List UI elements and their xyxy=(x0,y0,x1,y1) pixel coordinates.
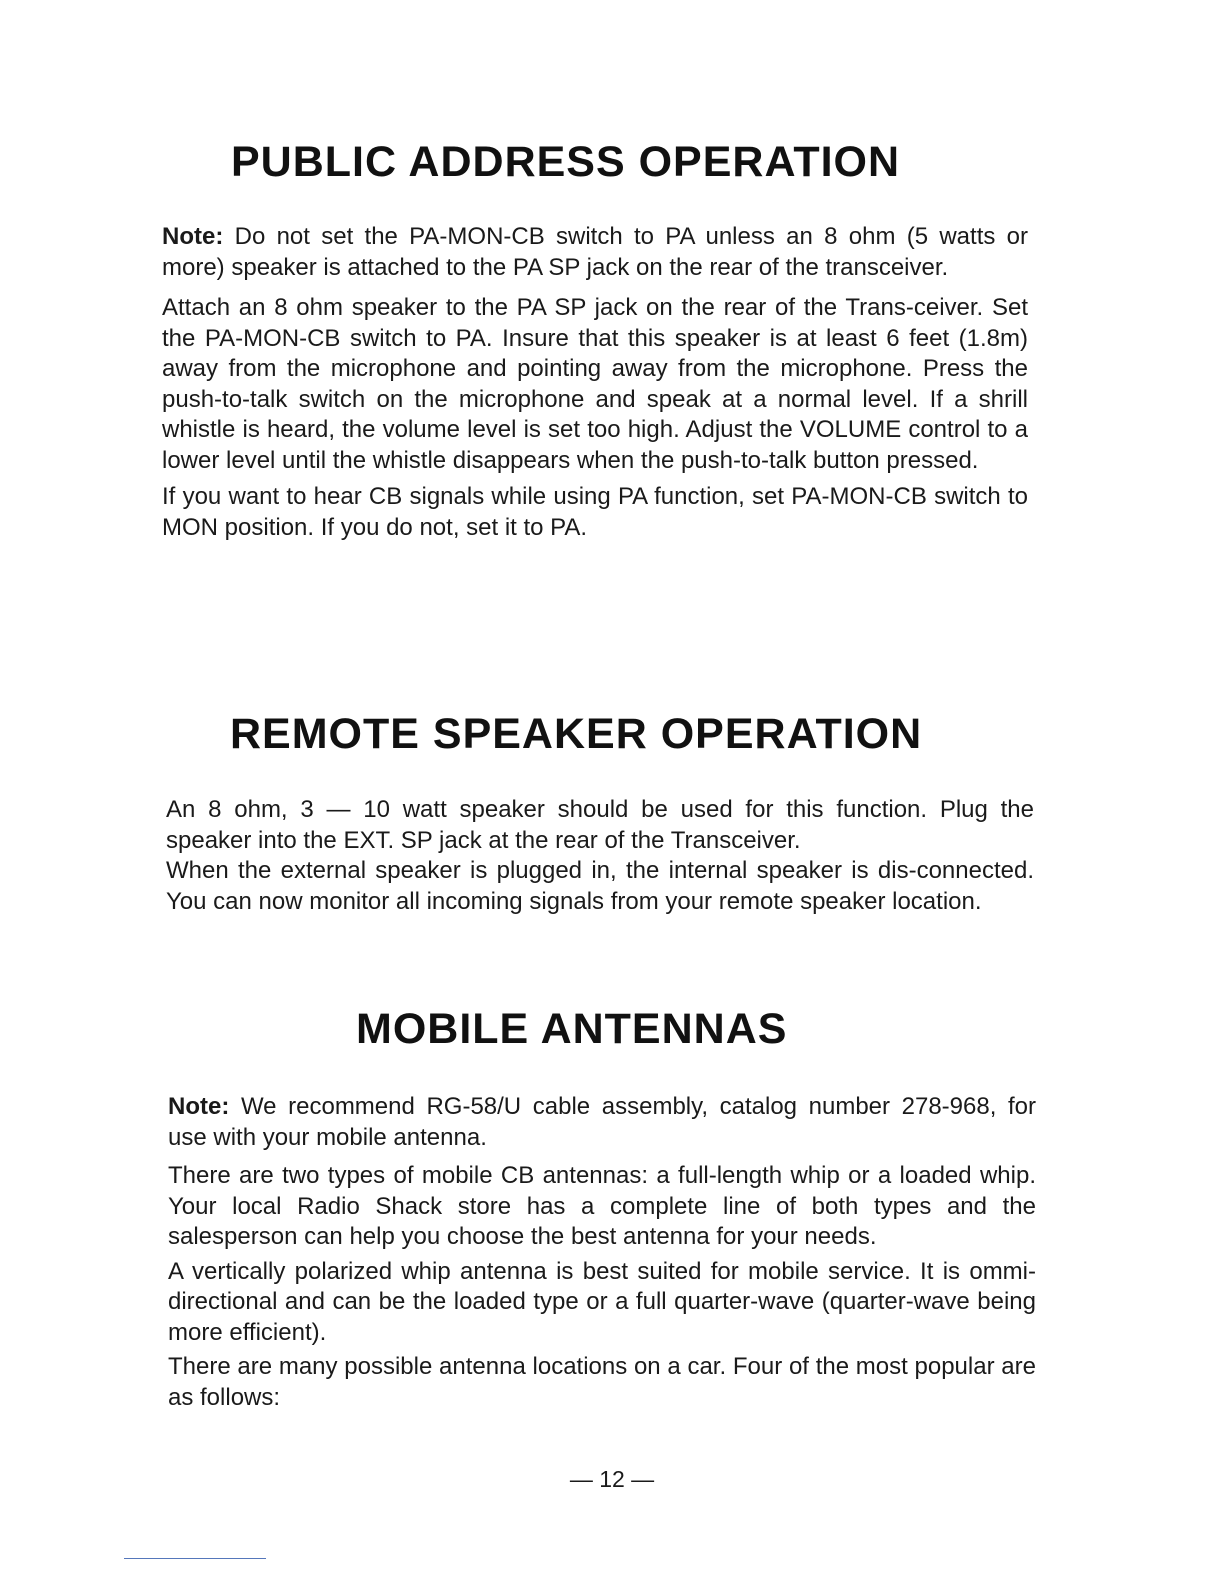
note-label: Note: xyxy=(168,1093,230,1120)
note-text: We recommend RG-58/U cable assembly, catalog number 278-968, for use with your mobile antenna. xyxy=(168,1093,1036,1151)
public-address-paragraph: If you want to hear CB signals while using PA function, set PA-MON-CB switch to MON position. If you do not, set it to PA. xyxy=(162,483,1028,541)
note-label: Note: xyxy=(162,223,224,250)
mobile-antennas-paragraph: A vertically polarized whip antenna is best suited for mobile service. It is ommi-directional and can be the loaded type or a full quarter-wave (quarter-wave being more efficient). xyxy=(168,1257,1036,1346)
note-text: Do not set the PA-MON-CB switch to PA unless an 8 ohm (5 watts or more) speaker is attached to the PA SP jack on the rear of the transceiver. xyxy=(162,223,1028,281)
mobile-antennas-note xyxy=(168,1092,1036,1153)
mobile-antennas-heading: MOBILE ANTENNAS xyxy=(356,1005,788,1053)
public-address-note xyxy=(162,222,1028,283)
mobile-antennas-paragraph: There are many possible antenna locations on a car. Four of the most popular are as follows: xyxy=(168,1353,1036,1411)
remote-speaker-heading: REMOTE SPEAKER OPERATION xyxy=(230,710,923,758)
mobile-antennas-section xyxy=(168,1092,1036,1413)
page-number: — 12 — xyxy=(569,1466,655,1492)
bottom-rule xyxy=(124,1558,266,1559)
public-address-paragraph: Attach an 8 ohm speaker to the PA SP jack on the rear of the Trans-ceiver. Set the PA-MON-CB switch to PA. Insure that this speaker is at least 6 feet (1.8m) away from the microphone and pointing away from the microphone. Press the push-to-talk switch on the microphone and speak at a normal level. If a shrill whistle is heard, the volume level is set too high. Adjust the VOLUME control to a lower level until the whistle disappears when the push-to-talk button pressed. xyxy=(162,294,1028,474)
public-address-heading: PUBLIC ADDRESS OPERATION xyxy=(231,138,901,186)
remote-speaker-paragraph: An 8 ohm, 3 — 10 watt speaker should be used for this function. Plug the speaker into the EXT. SP jack at the rear of the Transceiver. xyxy=(166,796,1034,854)
remote-speaker-paragraph: When the external speaker is plugged in, the internal speaker is dis-connected. You can now monitor all incoming signals from your remote speaker location. xyxy=(166,857,1034,915)
remote-speaker-section xyxy=(166,795,1034,917)
public-address-section xyxy=(162,222,1028,543)
mobile-antennas-paragraph: There are two types of mobile CB antennas: a full-length whip or a loaded whip. Your local Radio Shack store has a complete line of both types and the salesperson can help you choose the best antenna for your needs. xyxy=(168,1162,1036,1250)
